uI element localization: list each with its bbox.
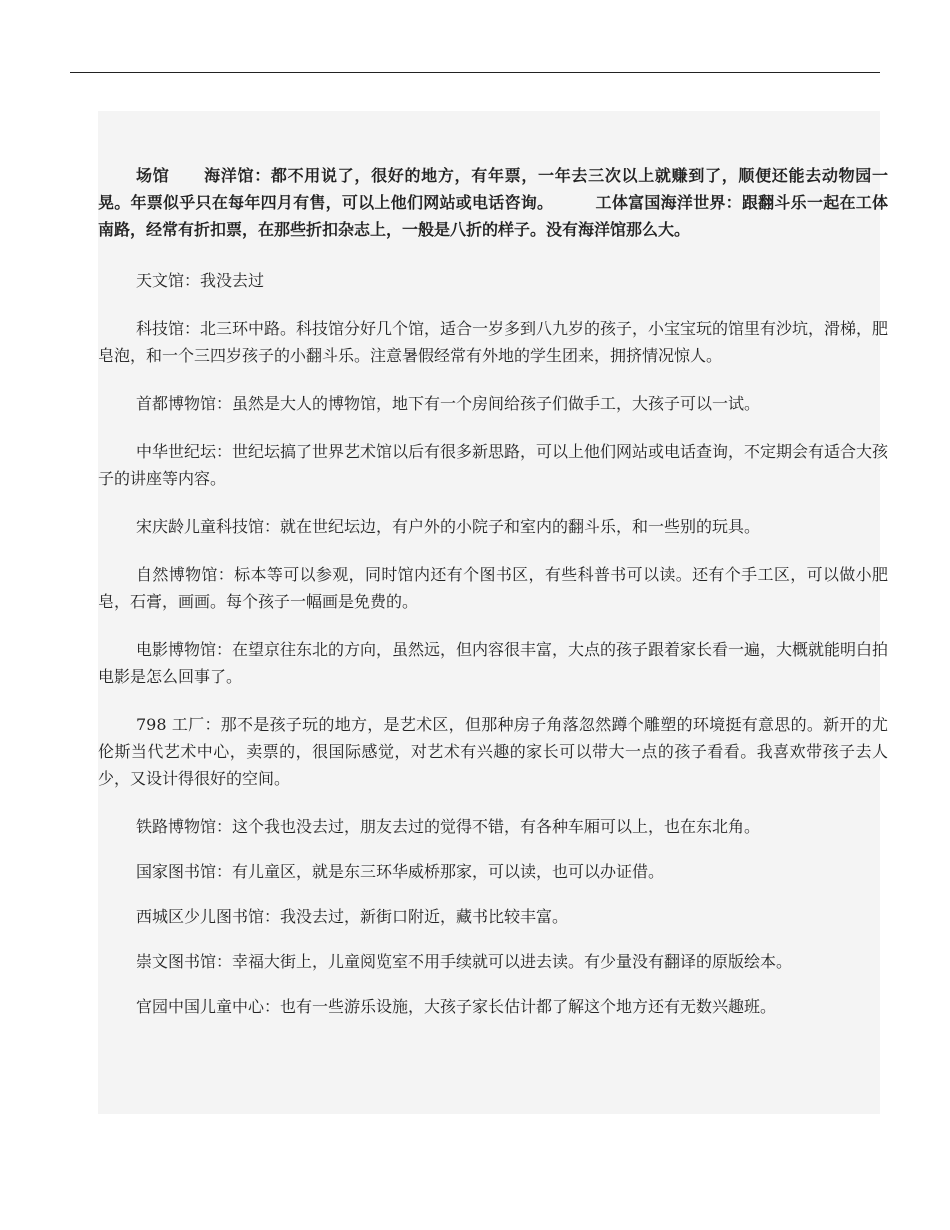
- paragraph-railway-museum: 铁路博物馆：这个我也没去过，朋友去过的觉得不错，有各种车厢可以上，也在东北角。: [136, 817, 761, 836]
- fuguo-ocean-text: 工体富国海洋世界：跟翻斗乐一起在工体南路，经常有折扣票，在那些折扣杂志上，一般是八折的样子。没有海洋馆那么大。: [98, 193, 888, 239]
- article-body: [98, 162, 888, 1038]
- paragraph-natural-history: 自然博物馆：标本等可以参观，同时馆内还有个图书区，有些科普书可以读。还有个手工区，可以做小肥皂，石膏，画画。每个孩子一幅画是免费的。: [98, 565, 888, 611]
- paragraph-film-museum: 电影博物馆：在望京往东北的方向，虽然远，但内容很丰富，大点的孩子跟着家长看一遍，大概就能明白拍电影是怎么回事了。: [98, 640, 889, 686]
- paragraph-soong-chingling: 宋庆龄儿童科技馆：就在世纪坛边，有户外的小院子和室内的翻斗乐，和一些别的玩具。: [136, 517, 761, 536]
- paragraph-children-center: 官园中国儿童中心：也有一些游乐设施，大孩子家长估计都了解这个地方还有无数兴趣班。: [136, 997, 777, 1016]
- aquarium-text: 海洋馆：都不用说了，很好的地方，有年票，一年去三次以上就赚到了，顺便还能去动物园一晃。年票似乎只在每年四月有售，可以上他们网站或电话咨询。: [98, 166, 888, 212]
- header-rule: [70, 72, 880, 73]
- paragraph-science-museum: 科技馆：北三环中路。科技馆分好几个馆，适合一岁多到八九岁的孩子，小宝宝玩的馆里有沙坑，滑梯，肥皂泡，和一个三四岁孩子的小翻斗乐。注意暑假经常有外地的学生团来，拥挤情况惊人。: [98, 319, 889, 365]
- paragraph-xicheng-library: 西城区少儿图书馆：我没去过，新街口附近，藏书比较丰富。: [136, 907, 569, 926]
- paragraph-venues-intro: [98, 162, 888, 243]
- section-label: 场馆: [136, 166, 170, 185]
- paragraph-planetarium: 天文馆：我没去过: [136, 271, 265, 290]
- paragraph-capital-museum: 首都博物馆：虽然是大人的博物馆，地下有一个房间给孩子们做手工，大孩子可以一试。: [136, 394, 761, 413]
- paragraph-national-library: 国家图书馆：有儿童区，就是东三环华威桥那家，可以读，也可以办证借。: [136, 862, 665, 881]
- paragraph-millennium-monument: 中华世纪坛：世纪坛搞了世界艺术馆以后有很多新思路，可以上他们网站或电话查询，不定期会有适合大孩子的讲座等内容。: [98, 442, 889, 488]
- paragraph-chongwen-library: 崇文图书馆：幸福大街上，儿童阅览室不用手续就可以进去读。有少量没有翻译的原版绘本。: [136, 952, 793, 971]
- paragraph-798: 798 工厂：那不是孩子玩的地方，是艺术区，但那种房子角落忽然蹲个雕塑的环境挺有意思的。新开的尤伦斯当代艺术中心，卖票的，很国际感觉，对艺术有兴趣的家长可以带大一点的孩子看看。我喜欢带孩子去人少，又设计得很好的空间。: [98, 715, 888, 788]
